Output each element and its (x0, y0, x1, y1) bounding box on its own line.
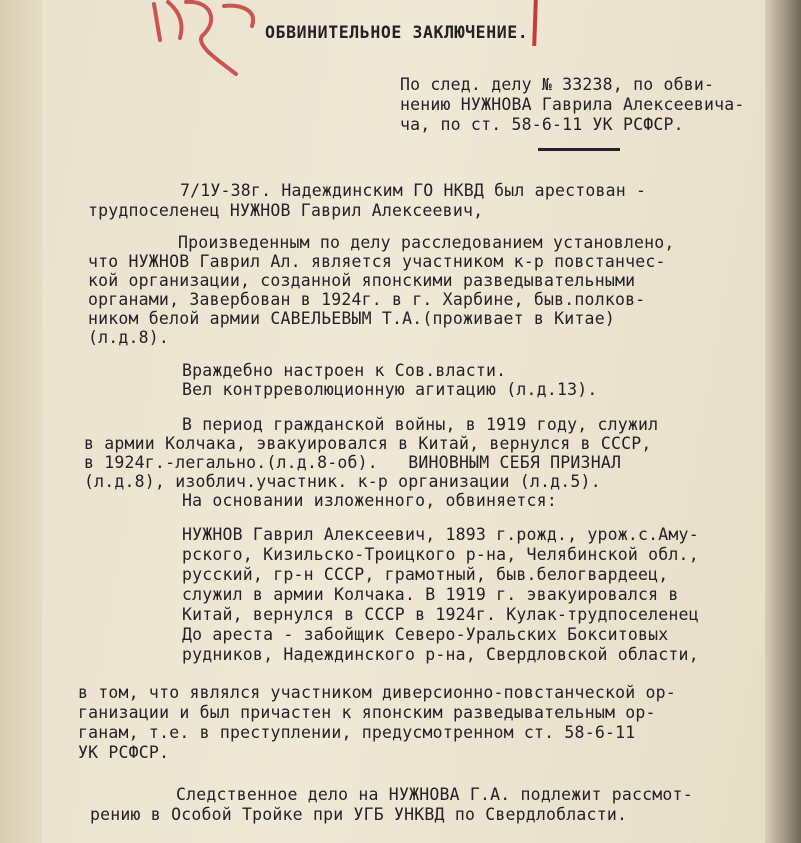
body-line: ганам, т.е. в преступлении, предусмотренном ст. 58-6-11 (78, 723, 636, 742)
body-line: рудников, Надеждинского р-на, Свердловской области, (182, 645, 699, 664)
body-line: (л.д.8), изоблич.участник. к-р организации (л.д.5). (84, 472, 601, 491)
body-line: На основании изложенного, обвиняется: (182, 491, 557, 510)
case-reference-line-3: ча, по ст. 58-6-11 УК РСФСР. (400, 115, 684, 134)
body-line: Враждебно настроен к Сов.власти. (182, 361, 507, 380)
red-pencil-stroke (532, 0, 538, 46)
body-line: Китай, вернулся в СССР в 1924г. Кулак-трудпоселенец (182, 605, 699, 624)
body-line: (л.д.8). (88, 328, 170, 347)
body-line: трудпоселенец НУЖНОВ Гаврил Алексеевич, (88, 201, 484, 220)
body-line: Вел контрреволюционную агитацию (л.д.13). (182, 380, 598, 399)
body-line: НУЖНОВ Гаврил Алексеевич, 1893 г.рожд., урож.с.Аму- (182, 525, 699, 544)
body-line: 7/1У-38г. Надеждинским ГО НКВД был арестован - (180, 181, 647, 200)
body-line: что НУЖНОВ Гаврил Ал. является участником к-р повстанчес- (88, 252, 666, 271)
body-line: УК РСФСР. (78, 743, 170, 762)
body-line: в 1924г.-легально.(л.д.8-об). ВИНОВНЫМ СЕБЯ ПРИЗНАЛ (84, 453, 622, 472)
body-line: рского, Кизильско-Троицкого р-на, Челябинской обл., (182, 545, 699, 564)
body-line: ником белой армии САВЕЛЬЕВЫМ Т.А.(проживает в Китае) (88, 309, 615, 328)
case-reference-line-2: нению НУЖНОВА Гаврила Алексеевича- (400, 95, 745, 114)
page-left-shadow (0, 0, 42, 843)
body-line: русский, гр-н СССР, грамотный, быв.белогвардеец, (182, 565, 669, 584)
document-title: ОБВИНИТЕЛЬНОЕ ЗАКЛЮЧЕНИЕ. (265, 23, 529, 42)
page-right-edge (765, 0, 801, 843)
body-line: органами, Завербован в 1924г. в г. Харбине, быв.полков- (88, 290, 646, 309)
body-line: кой организации, созданной японскими разведывательными (88, 271, 636, 290)
body-line: в армии Колчака, эвакуировался в Китай, вернулся в СССР, (84, 434, 652, 453)
body-line: служил в армии Колчака. В 1919 г. эвакуировался в (182, 585, 679, 604)
header-divider (538, 148, 620, 151)
body-line: рению в Особой Тройке при УГБ УНКВД по Свердлобласти. (90, 805, 628, 824)
body-line: в том, что являлся участником диверсионно-повстанческой ор- (78, 683, 676, 702)
body-line: До ареста - забойщик Северо-Уральских Бокситовых (182, 625, 669, 644)
body-line: В период гражданской войны, в 1919 году, служил (182, 415, 659, 434)
body-line: ганизации и был причастен к японским разведывательным ор- (78, 703, 656, 722)
body-line: Произведенным по делу расследованием установлено, (178, 233, 675, 252)
case-reference-line-1: По след. делу № 33238, по обви- (400, 75, 715, 94)
body-line: Следственное дело на НУЖНОВА Г.А. подлежит рассмот- (176, 785, 693, 804)
